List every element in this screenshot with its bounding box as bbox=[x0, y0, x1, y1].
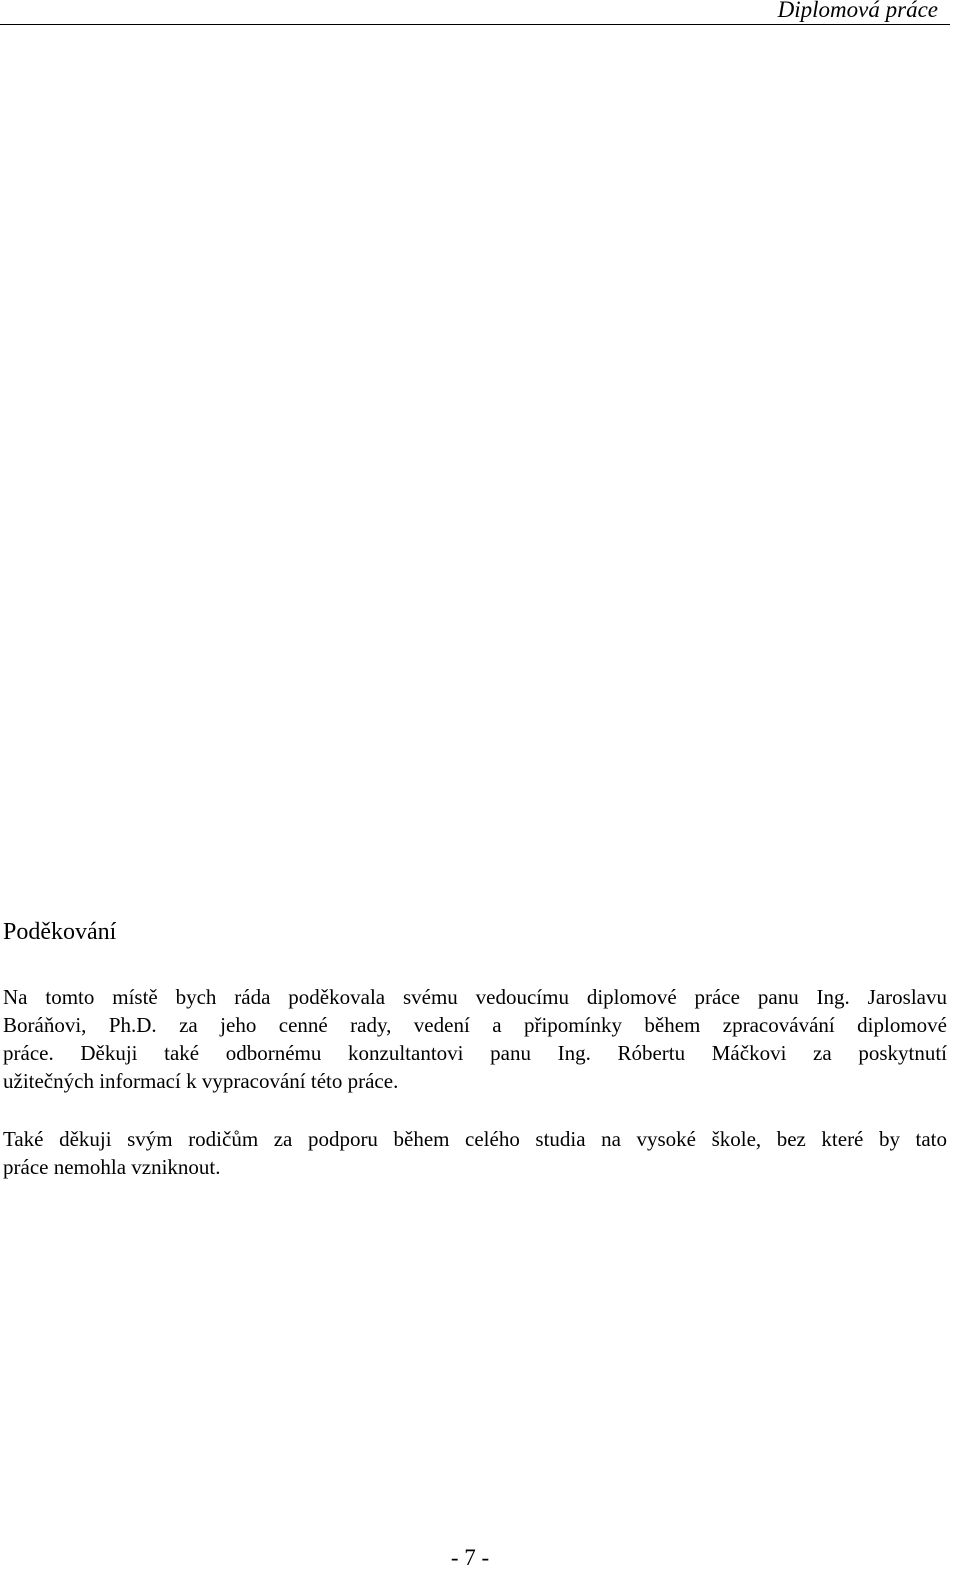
acknowledgement-paragraph bbox=[3, 983, 947, 1095]
running-header bbox=[0, 0, 950, 25]
paragraph-line: Na tomto místě bych ráda poděkovala svému vedoucímu diplomové práce panu Ing. Jaroslavu bbox=[3, 985, 947, 1009]
paragraph-line: Také děkuji svým rodičům za podporu během celého studia na vysoké škole, bez které by tato bbox=[3, 1127, 947, 1151]
paragraph-line: užitečných informací k vypracování této práce. bbox=[3, 1069, 399, 1093]
paragraph-line: Boráňovi, Ph.D. za jeho cenné rady, vedení a připomínky během zpracovávání diplomové bbox=[3, 1013, 947, 1037]
paragraph-line: práce. Děkuji také odbornému konzultantovi panu Ing. Róbertu Máčkovi za poskytnutí bbox=[3, 1041, 947, 1065]
running-header-title: Diplomová práce bbox=[777, 0, 938, 22]
section-title: Poděkování bbox=[3, 919, 117, 945]
paragraph-line: práce nemohla vzniknout. bbox=[3, 1155, 221, 1179]
family-thanks-paragraph bbox=[3, 1125, 947, 1181]
page-number: - 7 - bbox=[450, 1545, 490, 1570]
